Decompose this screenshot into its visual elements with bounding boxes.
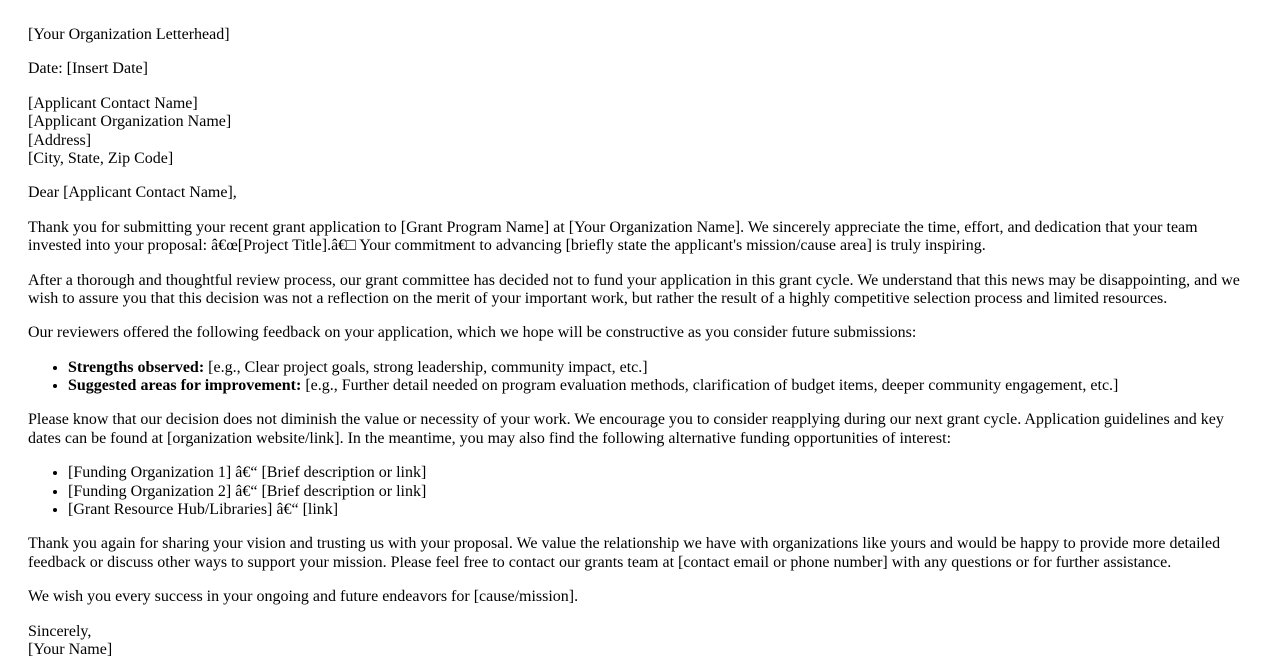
recipient-contact-name: [Applicant Contact Name] xyxy=(28,94,198,112)
list-item-improvement xyxy=(68,377,1242,395)
salutation: Dear [Applicant Contact Name], xyxy=(28,184,237,202)
letterhead-placeholder: [Your Organization Letterhead] xyxy=(28,26,230,43)
paragraph-feedback-intro: Our reviewers offered the following feedback on your application, which we hope will be constructive as you consider future submissions: xyxy=(28,324,917,342)
paragraph-decision: After a thorough and thoughtful review process, our grant committee has decided not to fund your application in this grant cycle. We understand that this news may be disappointing, and we wish to assure you that this decision was not a reflection on the merit of your important work, but rather the result of a highly competitive selection process and limited resources. xyxy=(28,271,1240,307)
list-item-funding-org-1: • [Funding Organization 1] â€“ [Brief description or link] xyxy=(68,464,1242,482)
paragraph-reapply: Please know that our decision does not diminish the value or necessity of your work. We encourage you to consider reapplying during our next grant cycle. Application guidelines and key dates can be found at [organization website/link]. In the meantime, you may also find the following alternative funding opportunities of interest: xyxy=(28,411,1224,447)
strengths-label: Strengths observed: xyxy=(68,358,205,376)
strengths-text: [e.g., Clear project goals, strong leadership, community impact, etc.] xyxy=(204,358,648,376)
signature-name-placeholder: [Your Name] xyxy=(28,640,113,658)
funding-opportunities-list xyxy=(28,464,1242,519)
recipient-address-block xyxy=(28,95,1242,169)
feedback-list xyxy=(28,359,1242,396)
closing-block xyxy=(28,623,1242,659)
closing-sincerely: Sincerely, xyxy=(28,622,92,640)
recipient-address: [Address] xyxy=(28,131,92,149)
list-item-funding-org-2: • [Funding Organization 2] â€“ [Brief description or link] xyxy=(68,483,1242,501)
paragraph-well-wishes: We wish you every success in your ongoing and future endeavors for [cause/mission]. xyxy=(28,588,579,606)
paragraph-thank-you-again: Thank you again for sharing your vision and trusting us with your proposal. We value the relationship we have with organizations like yours and would be happy to provide more detailed feedback or discuss other ways to support your mission. Please feel free to contact our grants team at [contact email or phone number] with any questions or for further assistance. xyxy=(28,535,1221,571)
list-item-grant-resource-hub: • [Grant Resource Hub/Libraries] â€“ [link] xyxy=(68,501,1242,519)
improvement-label: Suggested areas for improvement: xyxy=(68,377,302,395)
list-item-strengths xyxy=(68,359,1242,377)
recipient-organization-name: [Applicant Organization Name] xyxy=(28,113,232,131)
recipient-city-state-zip: [City, State, Zip Code] xyxy=(28,149,174,167)
improvement-text: [e.g., Further detail needed on program evaluation methods, clarification of budget items, deeper community engagement, etc.] xyxy=(301,377,1119,395)
paragraph-thank-you: Thank you for submitting your recent grant application to [Grant Program Name] at [Your Organization Name]. We sincerely appreciate the time, effort, and dedication that your team invested into your proposal: â€œ[Project Title].â€□ Your commitment to advancing [briefly state the applicant's mission/cause area] is truly inspiring. xyxy=(28,218,1198,255)
date-line: Date: [Insert Date] xyxy=(28,60,148,78)
